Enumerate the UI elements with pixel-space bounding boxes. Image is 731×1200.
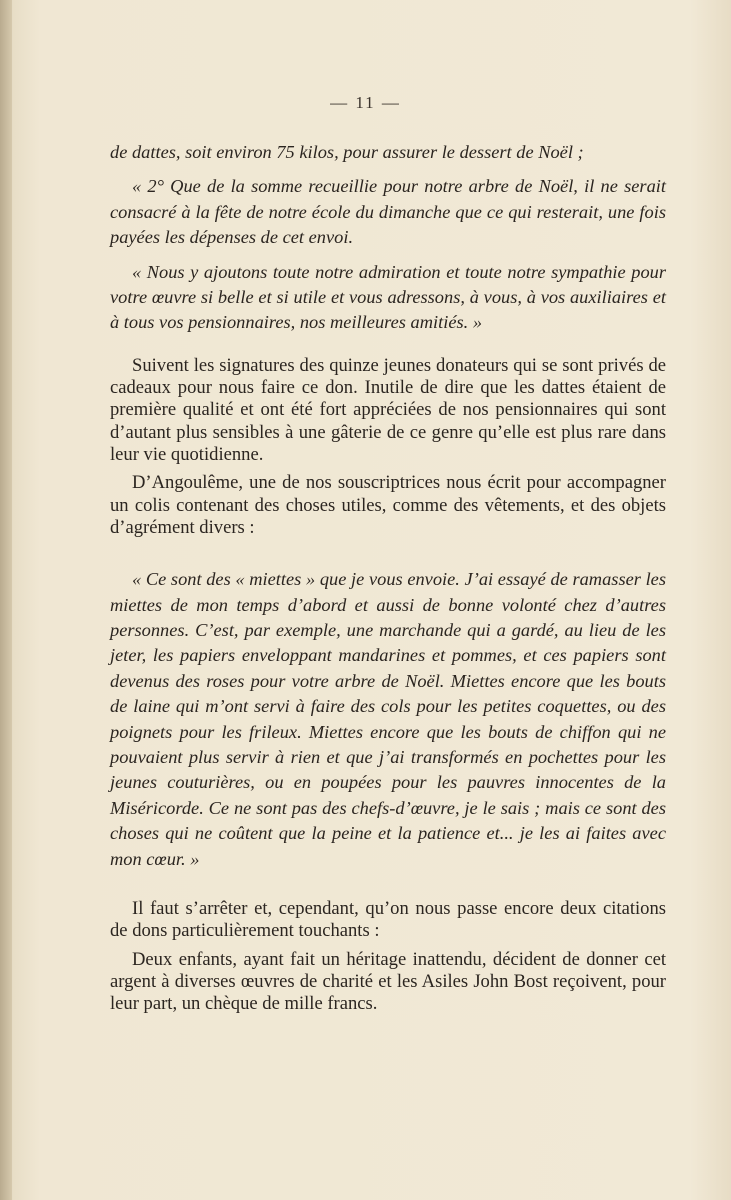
paragraph-miettes-quote: « Ce sont des « miettes » que je vous envoie. J’ai essayé de ramasser les miettes de mon temps d’abord et aussi de bonne volonté chez d’autres personnes. C’est, par exemple, une marchande qui a gardé, au lieu de les jeter, les papiers enveloppant mandarines et pommes, et ces papiers sont devenus des roses pour votre arbre de Noël. Miettes encore que les bouts de laine qui m’ont servi à faire des cols pour les petites coquettes, ou des poignets pour les frileux. Miettes encore que les bouts de chiffon qui ne pouvaient plus servir à rien et que j’ai transformés en pochettes pour les jeunes couturières, ou en poupées pour les pauvres innocentes de la Miséricorde. Ce ne sont pas des chefs-d’œuvre, je le sais ; mais ce sont des choses qui ne coûtent que la peine et la patience et... je les ai faites avec mon cœur. »	[110, 569, 666, 869]
paragraph-dates-continuation: de dattes, soit environ 75 kilos, pour assurer le dessert de Noël ;	[110, 142, 584, 162]
paragraph-signatures: Suivent les signatures des quinze jeunes donateurs qui se sont privés de cadeaux pour nous faire ce don. Inutile de dire que les dattes étaient de première qualité et ont été fort appréciées de nos pensionnaires qui sont d’autant plus sensibles à une gâterie de ce genre qu’elle est plus rare dans leur vie quotidienne.	[110, 354, 666, 466]
paragraph-citations-intro: Il faut s’arrêter et, cependant, qu’on nous passe encore deux citations de dons particulièrement touchants :	[110, 898, 666, 942]
page-number: — 11 —	[330, 93, 401, 112]
paragraph-admiration: « Nous y ajoutons toute notre admiration et toute notre sympathie pour votre œuvre si belle et si utile et vous adressons, à vous, à vos auxiliaires et à tous vos pensionnaires, nos meilleures amitiés. »	[110, 261, 666, 333]
page-binding-edge	[0, 0, 12, 1200]
page-body	[110, 140, 666, 1016]
paragraph-point-two: « 2° Que de la somme recueillie pour notre arbre de Noël, il ne serait consacré à la fête de notre école du dimanche que ce qui resterait, une fois payées les dépenses de cet envoi.	[110, 176, 666, 248]
paragraph-angouleme: D’Angoulême, une de nos souscriptrices nous écrit pour accompagner un colis contenant des choses utiles, comme des vêtements, et des objets d’agrément divers :	[110, 472, 666, 538]
paragraph-heritage: Deux enfants, ayant fait un héritage inattendu, décident de donner cet argent à diverses œuvres de charité et les Asiles John Bost reçoivent, pour leur part, un chèque de mille francs.	[110, 948, 666, 1015]
